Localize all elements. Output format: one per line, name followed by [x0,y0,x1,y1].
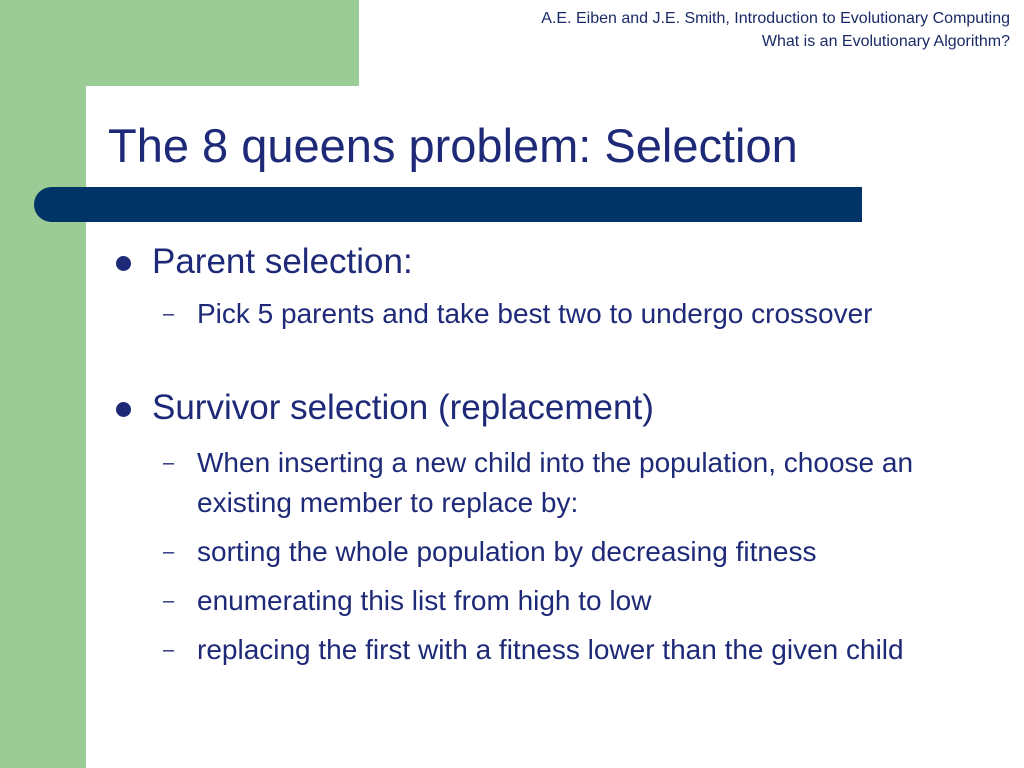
header-line-1: A.E. Eiben and J.E. Smith, Introduction to Evolutionary Computing [541,10,1010,27]
slide-title: The 8 queens problem: Selection [108,119,798,172]
bullet-dot-icon [116,402,131,417]
sub-bullet-text: When inserting a new child into the population, choose an existing member to replace by: [197,447,914,518]
dash-icon: – [163,303,175,325]
sub-bullet-text: replacing the first with a fitness lower than the given child [197,634,904,665]
top-decor-band [86,0,359,86]
dash-icon: – [163,590,175,612]
dash-icon: – [163,541,175,563]
header-line-2: What is an Evolutionary Algorithm? [761,33,1010,50]
sub-bullet-text: sorting the whole population by decreasing fitness [197,536,817,567]
left-decor-band [0,0,86,768]
dash-icon: – [163,452,175,474]
dash-icon: – [163,639,175,661]
sub-bullet-text: Pick 5 parents and take best two to undergo crossover [197,298,873,329]
bullet-text: Parent selection: [152,242,413,281]
sub-bullet-text: enumerating this list from high to low [197,585,652,616]
bullet-dot-icon [116,256,131,271]
bullet-text: Survivor selection (replacement) [152,388,654,427]
slide-header [541,7,1010,53]
title-underline-bar [34,187,862,222]
